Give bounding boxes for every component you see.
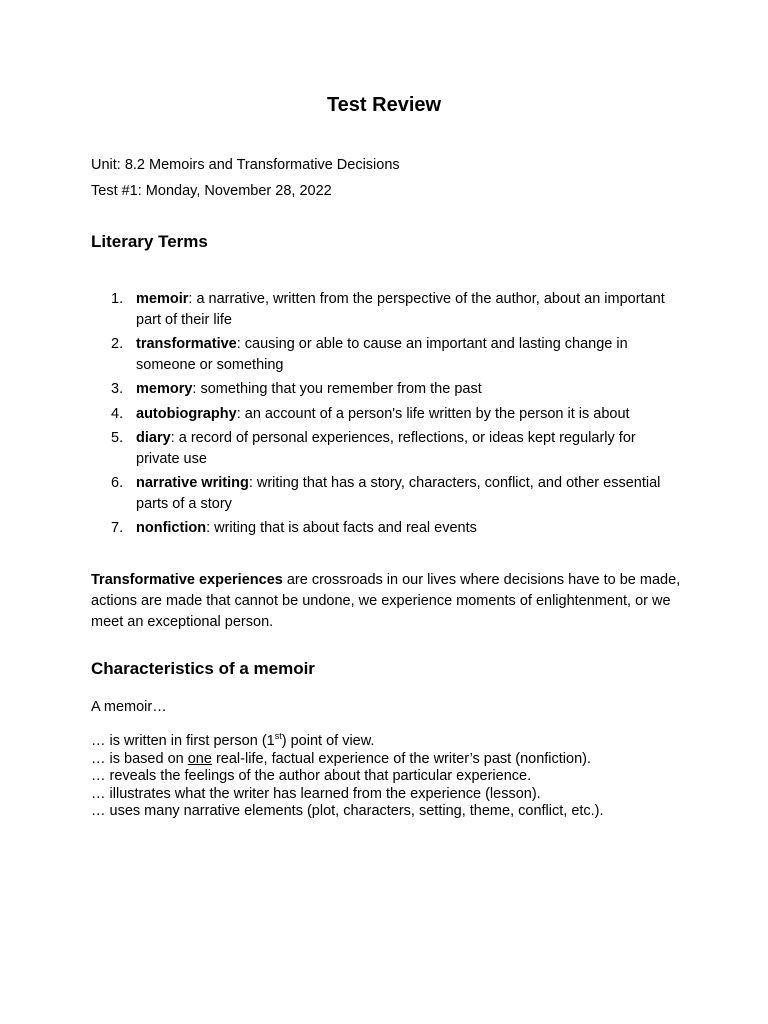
list-item xyxy=(91,404,681,425)
term: autobiography xyxy=(136,405,237,422)
list-item xyxy=(91,379,681,400)
list-item xyxy=(91,473,681,514)
line-text: … is based on xyxy=(91,750,188,767)
definition: : causing or able to cause an important and lasting change in someone or something xyxy=(136,336,628,373)
list-item xyxy=(91,334,681,375)
page-title: Test Review xyxy=(326,94,442,116)
line-text: ) point of view. xyxy=(281,733,375,749)
test-date-line: Test #1: Monday, November 28, 2022 xyxy=(91,183,332,199)
literary-terms-list xyxy=(91,289,681,543)
item-number: 3. xyxy=(111,381,124,397)
item-number: 4. xyxy=(111,405,124,422)
underlined-word: one xyxy=(187,750,212,767)
bold-lead: Transformative experiences xyxy=(91,572,283,588)
term: nonfiction xyxy=(136,520,207,536)
memoir-intro: A memoir… xyxy=(91,699,167,715)
characteristic-line xyxy=(91,733,691,751)
characteristic-line xyxy=(91,751,691,769)
definition: : something that you remember from the past xyxy=(192,381,482,397)
characteristic-line: … reveals the feelings of the author about that particular experience. xyxy=(91,768,532,784)
definition: : writing that is about facts and real events xyxy=(206,520,477,536)
definition: : a narrative, written from the perspective of the author, about an important part of their life xyxy=(136,291,665,328)
line-text: real-life, factual experience of the writer’s past (nonfiction). xyxy=(211,750,591,767)
item-number: 6. xyxy=(111,475,124,491)
literary-terms-heading: Literary Terms xyxy=(91,232,208,251)
unit-line: Unit: 8.2 Memoirs and Transformative Decisions xyxy=(91,157,400,173)
definition: : writing that has a story, characters, conflict, and other essential parts of a story xyxy=(136,475,661,512)
item-number: 7. xyxy=(111,520,124,536)
definition: : a record of personal experiences, reflections, or ideas kept regularly for private use xyxy=(136,430,636,467)
list-item xyxy=(91,289,681,330)
item-number: 2. xyxy=(111,336,124,352)
term: diary xyxy=(136,430,171,446)
characteristics-heading: Characteristics of a memoir xyxy=(91,659,315,678)
term: memoir xyxy=(136,291,189,307)
term: narrative writing xyxy=(136,475,249,491)
item-number: 5. xyxy=(111,430,124,446)
item-number: 1. xyxy=(111,291,124,307)
definition: : an account of a person's life written by the person it is about xyxy=(236,405,630,422)
characteristic-line: … uses many narrative elements (plot, characters, setting, theme, conflict, etc.). xyxy=(91,803,604,819)
characteristic-line: … illustrates what the writer has learned from the experience (lesson). xyxy=(91,785,541,802)
characteristics-list xyxy=(91,733,691,821)
paragraph-text: are crossroads in our lives where decisions have to be made, actions are made that cannot be undone, we experience moments of enlightenment, or we meet an exceptional person. xyxy=(91,572,681,630)
transformative-experiences-paragraph xyxy=(91,570,681,633)
list-item xyxy=(91,428,681,469)
term: memory xyxy=(136,381,193,397)
list-item xyxy=(91,518,681,539)
term: transformative xyxy=(136,336,237,352)
superscript: st xyxy=(274,731,282,742)
line-text: … is written in first person (1 xyxy=(91,733,275,749)
